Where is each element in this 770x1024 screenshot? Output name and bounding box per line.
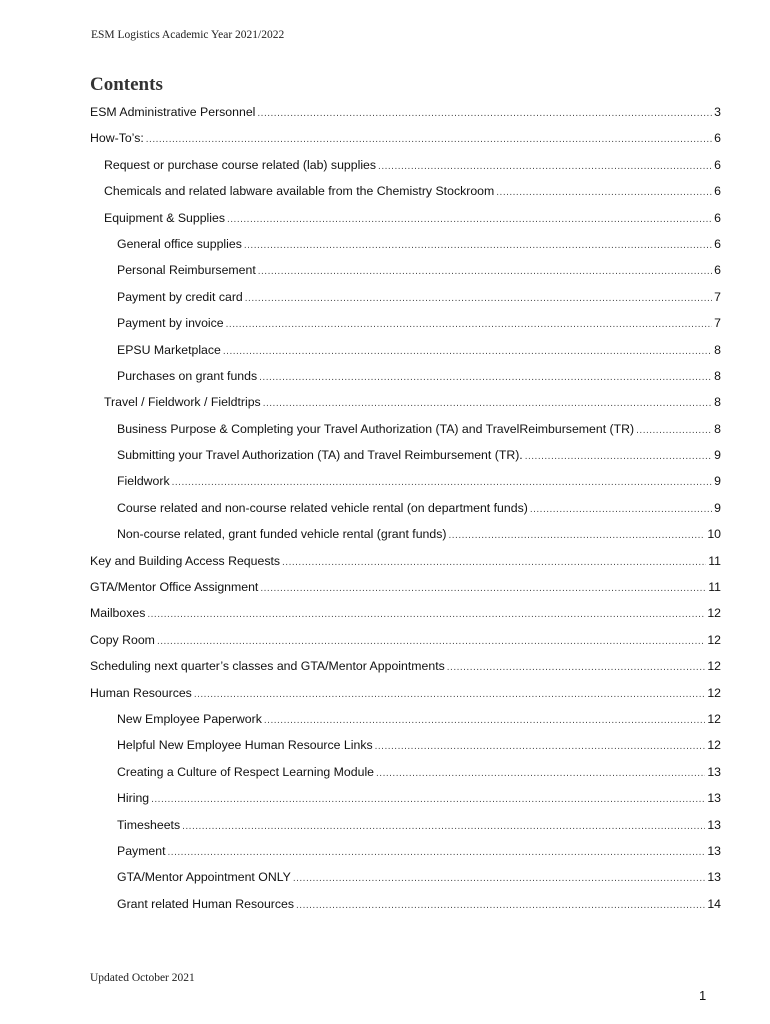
toc-entry-label[interactable]: Submitting your Travel Authorization (TA) and Travel Reimbursement (TR).	[117, 448, 523, 463]
toc-dot-leader	[525, 451, 712, 462]
toc-entry-page-number[interactable]: 8	[714, 421, 721, 436]
toc-entry[interactable]	[90, 395, 721, 421]
toc-dot-leader	[146, 134, 712, 145]
toc-entry-label[interactable]: Copy Room	[90, 632, 155, 647]
footer-updated-note: Updated October 2021	[90, 972, 195, 984]
toc-entry[interactable]	[90, 263, 721, 289]
toc-dot-leader	[293, 873, 705, 884]
toc-entry-page-number[interactable]: 12	[707, 632, 721, 647]
toc-dot-leader	[448, 530, 705, 541]
toc-dot-leader	[376, 768, 705, 779]
toc-entry-label[interactable]: Fieldwork	[117, 474, 170, 489]
toc-entry-label[interactable]: Equipment & Supplies	[104, 210, 225, 225]
table-of-contents	[90, 105, 721, 923]
toc-entry-label[interactable]: Payment	[117, 843, 166, 858]
toc-entry[interactable]	[90, 105, 721, 131]
toc-entry[interactable]	[90, 554, 721, 580]
toc-entry-page-number[interactable]: 8	[714, 368, 721, 383]
toc-entry-page-number[interactable]: 3	[714, 105, 721, 119]
toc-entry[interactable]	[90, 712, 721, 738]
toc-entry[interactable]	[90, 897, 721, 923]
toc-entry[interactable]	[90, 184, 721, 210]
page-number: 1	[699, 988, 707, 1003]
toc-entry[interactable]	[90, 580, 721, 606]
toc-entry-label[interactable]: Chemicals and related labware available from the Chemistry Stockroom	[104, 184, 495, 199]
toc-dot-leader	[530, 504, 712, 515]
toc-dot-leader	[257, 108, 712, 119]
toc-entry-label[interactable]: Creating a Culture of Respect Learning Module	[117, 764, 375, 779]
toc-dot-leader	[636, 425, 712, 436]
contents-title: Contents	[90, 74, 163, 95]
toc-entry[interactable]	[90, 448, 721, 474]
toc-entry-label[interactable]: Travel / Fieldwork / Fieldtrips	[104, 395, 261, 410]
toc-dot-leader	[194, 689, 705, 700]
toc-entry-label[interactable]: Non-course related, grant funded vehicle rental (grant funds)	[117, 527, 447, 542]
toc-entry-label[interactable]: Hiring	[117, 791, 150, 806]
toc-entry-page-number[interactable]: 7	[714, 316, 721, 331]
toc-entry[interactable]	[90, 290, 721, 316]
toc-entry-label[interactable]: Personal Reimbursement	[117, 263, 256, 278]
toc-entry-label[interactable]: ESM Administrative Personnel	[90, 105, 256, 119]
toc-dot-leader	[168, 847, 706, 858]
toc-entry[interactable]	[90, 686, 721, 712]
toc-dot-leader	[226, 319, 713, 330]
toc-entry[interactable]	[90, 501, 721, 527]
toc-entry-label[interactable]: Mailboxes	[90, 606, 146, 621]
toc-entry[interactable]	[90, 765, 721, 791]
toc-entry-page-number[interactable]: 9	[714, 500, 721, 515]
toc-entry[interactable]	[90, 818, 721, 844]
toc-entry[interactable]	[90, 211, 721, 237]
toc-entry-page-number[interactable]: 14	[707, 896, 721, 911]
toc-entry-label[interactable]: Grant related Human Resources	[117, 896, 295, 911]
toc-entry[interactable]	[90, 659, 721, 685]
toc-dot-leader	[244, 240, 712, 251]
toc-entry-page-number[interactable]: 6	[714, 210, 721, 225]
toc-entry-page-number[interactable]: 13	[707, 791, 721, 806]
toc-dot-leader	[227, 214, 712, 225]
toc-entry[interactable]	[90, 791, 721, 817]
toc-entry-label[interactable]: EPSU Marketplace	[117, 342, 221, 357]
toc-entry[interactable]	[90, 606, 721, 632]
toc-dot-leader	[147, 609, 705, 620]
toc-entry-label[interactable]: Scheduling next quarter’s classes and GTA/Mentor Appointments	[90, 659, 445, 674]
toc-entry-page-number[interactable]: 12	[707, 659, 721, 674]
toc-entry-label[interactable]: Key and Building Access Requests	[90, 553, 281, 568]
toc-entry-label[interactable]: Timesheets	[117, 817, 181, 832]
toc-dot-leader	[263, 398, 712, 409]
toc-entry-page-number[interactable]: 9	[714, 474, 721, 489]
toc-dot-leader	[264, 715, 705, 726]
toc-entry[interactable]	[90, 158, 721, 184]
toc-entry[interactable]	[90, 738, 721, 764]
toc-dot-leader	[378, 161, 712, 172]
toc-entry-label[interactable]: GTA/Mentor Office Assignment	[90, 580, 259, 595]
toc-entry-page-number[interactable]: 12	[707, 738, 721, 753]
toc-entry-label[interactable]: Human Resources	[90, 685, 192, 700]
toc-entry-label[interactable]: Payment by credit card	[117, 289, 243, 304]
toc-entry-page-number[interactable]: 6	[714, 236, 721, 251]
toc-entry-label[interactable]: Course related and non-course related vehicle rental (on department funds)	[117, 500, 528, 515]
toc-entry-label[interactable]: New Employee Paperwork	[117, 711, 262, 726]
toc-dot-leader	[447, 662, 706, 673]
toc-entry[interactable]	[90, 870, 721, 896]
toc-dot-leader	[260, 583, 706, 594]
toc-entry[interactable]	[90, 633, 721, 659]
toc-dot-leader	[496, 187, 712, 198]
toc-entry-page-number[interactable]: 13	[707, 764, 721, 779]
toc-entry[interactable]	[90, 844, 721, 870]
toc-entry-page-number[interactable]: 9	[714, 448, 721, 463]
toc-entry[interactable]	[90, 237, 721, 263]
toc-entry-page-number[interactable]: 6	[714, 131, 721, 146]
toc-dot-leader	[157, 636, 705, 647]
toc-entry-label[interactable]: Request or purchase course related (lab) supplies	[104, 157, 377, 172]
toc-entry-page-number[interactable]: 6	[714, 184, 721, 199]
toc-dot-leader	[172, 477, 713, 488]
toc-dot-leader	[258, 266, 712, 277]
toc-dot-leader	[259, 372, 712, 383]
toc-entry-label[interactable]: Payment by invoice	[117, 316, 224, 331]
toc-dot-leader	[151, 794, 705, 805]
toc-entry-page-number[interactable]: 10	[707, 527, 721, 542]
toc-entry[interactable]	[90, 131, 721, 157]
toc-dot-leader	[375, 741, 706, 752]
toc-dot-leader	[296, 900, 705, 911]
running-header: ESM Logistics Academic Year 2021/2022	[91, 29, 285, 41]
toc-entry-label[interactable]: Purchases on grant funds	[117, 368, 258, 383]
toc-entry-page-number[interactable]: 12	[707, 685, 721, 700]
toc-entry-label[interactable]: How-To’s:	[90, 131, 144, 146]
toc-dot-leader	[245, 293, 712, 304]
toc-entry-label[interactable]: GTA/Mentor Appointment ONLY	[117, 870, 291, 885]
toc-dot-leader	[282, 557, 706, 568]
toc-entry[interactable]	[90, 527, 721, 553]
toc-entry[interactable]	[90, 316, 721, 342]
toc-entry-page-number[interactable]: 12	[707, 711, 721, 726]
toc-dot-leader	[182, 821, 705, 832]
toc-entry-page-number[interactable]: 13	[707, 870, 721, 885]
toc-entry-page-number[interactable]: 8	[714, 395, 721, 410]
toc-entry[interactable]	[90, 422, 721, 448]
toc-entry-page-number[interactable]: 11	[708, 553, 721, 568]
toc-entry-page-number[interactable]: 12	[707, 606, 721, 621]
toc-entry-page-number[interactable]: 8	[714, 342, 721, 357]
toc-dot-leader	[223, 346, 712, 357]
toc-entry-page-number[interactable]: 6	[714, 157, 721, 172]
toc-entry-page-number[interactable]: 13	[707, 817, 721, 832]
toc-entry[interactable]	[90, 343, 721, 369]
toc-entry-label[interactable]: Business Purpose & Completing your Travel Authorization (TA) and TravelReimbursement (TR)	[117, 421, 635, 436]
toc-entry-label[interactable]: Helpful New Employee Human Resource Links	[117, 738, 373, 753]
toc-entry-page-number[interactable]: 13	[707, 843, 721, 858]
toc-entry-label[interactable]: General office supplies	[117, 236, 242, 251]
toc-entry-page-number[interactable]: 7	[714, 289, 721, 304]
toc-entry-page-number[interactable]: 11	[708, 580, 721, 595]
toc-entry[interactable]	[90, 369, 721, 395]
toc-entry-page-number[interactable]: 6	[714, 263, 721, 278]
toc-entry[interactable]	[90, 474, 721, 500]
